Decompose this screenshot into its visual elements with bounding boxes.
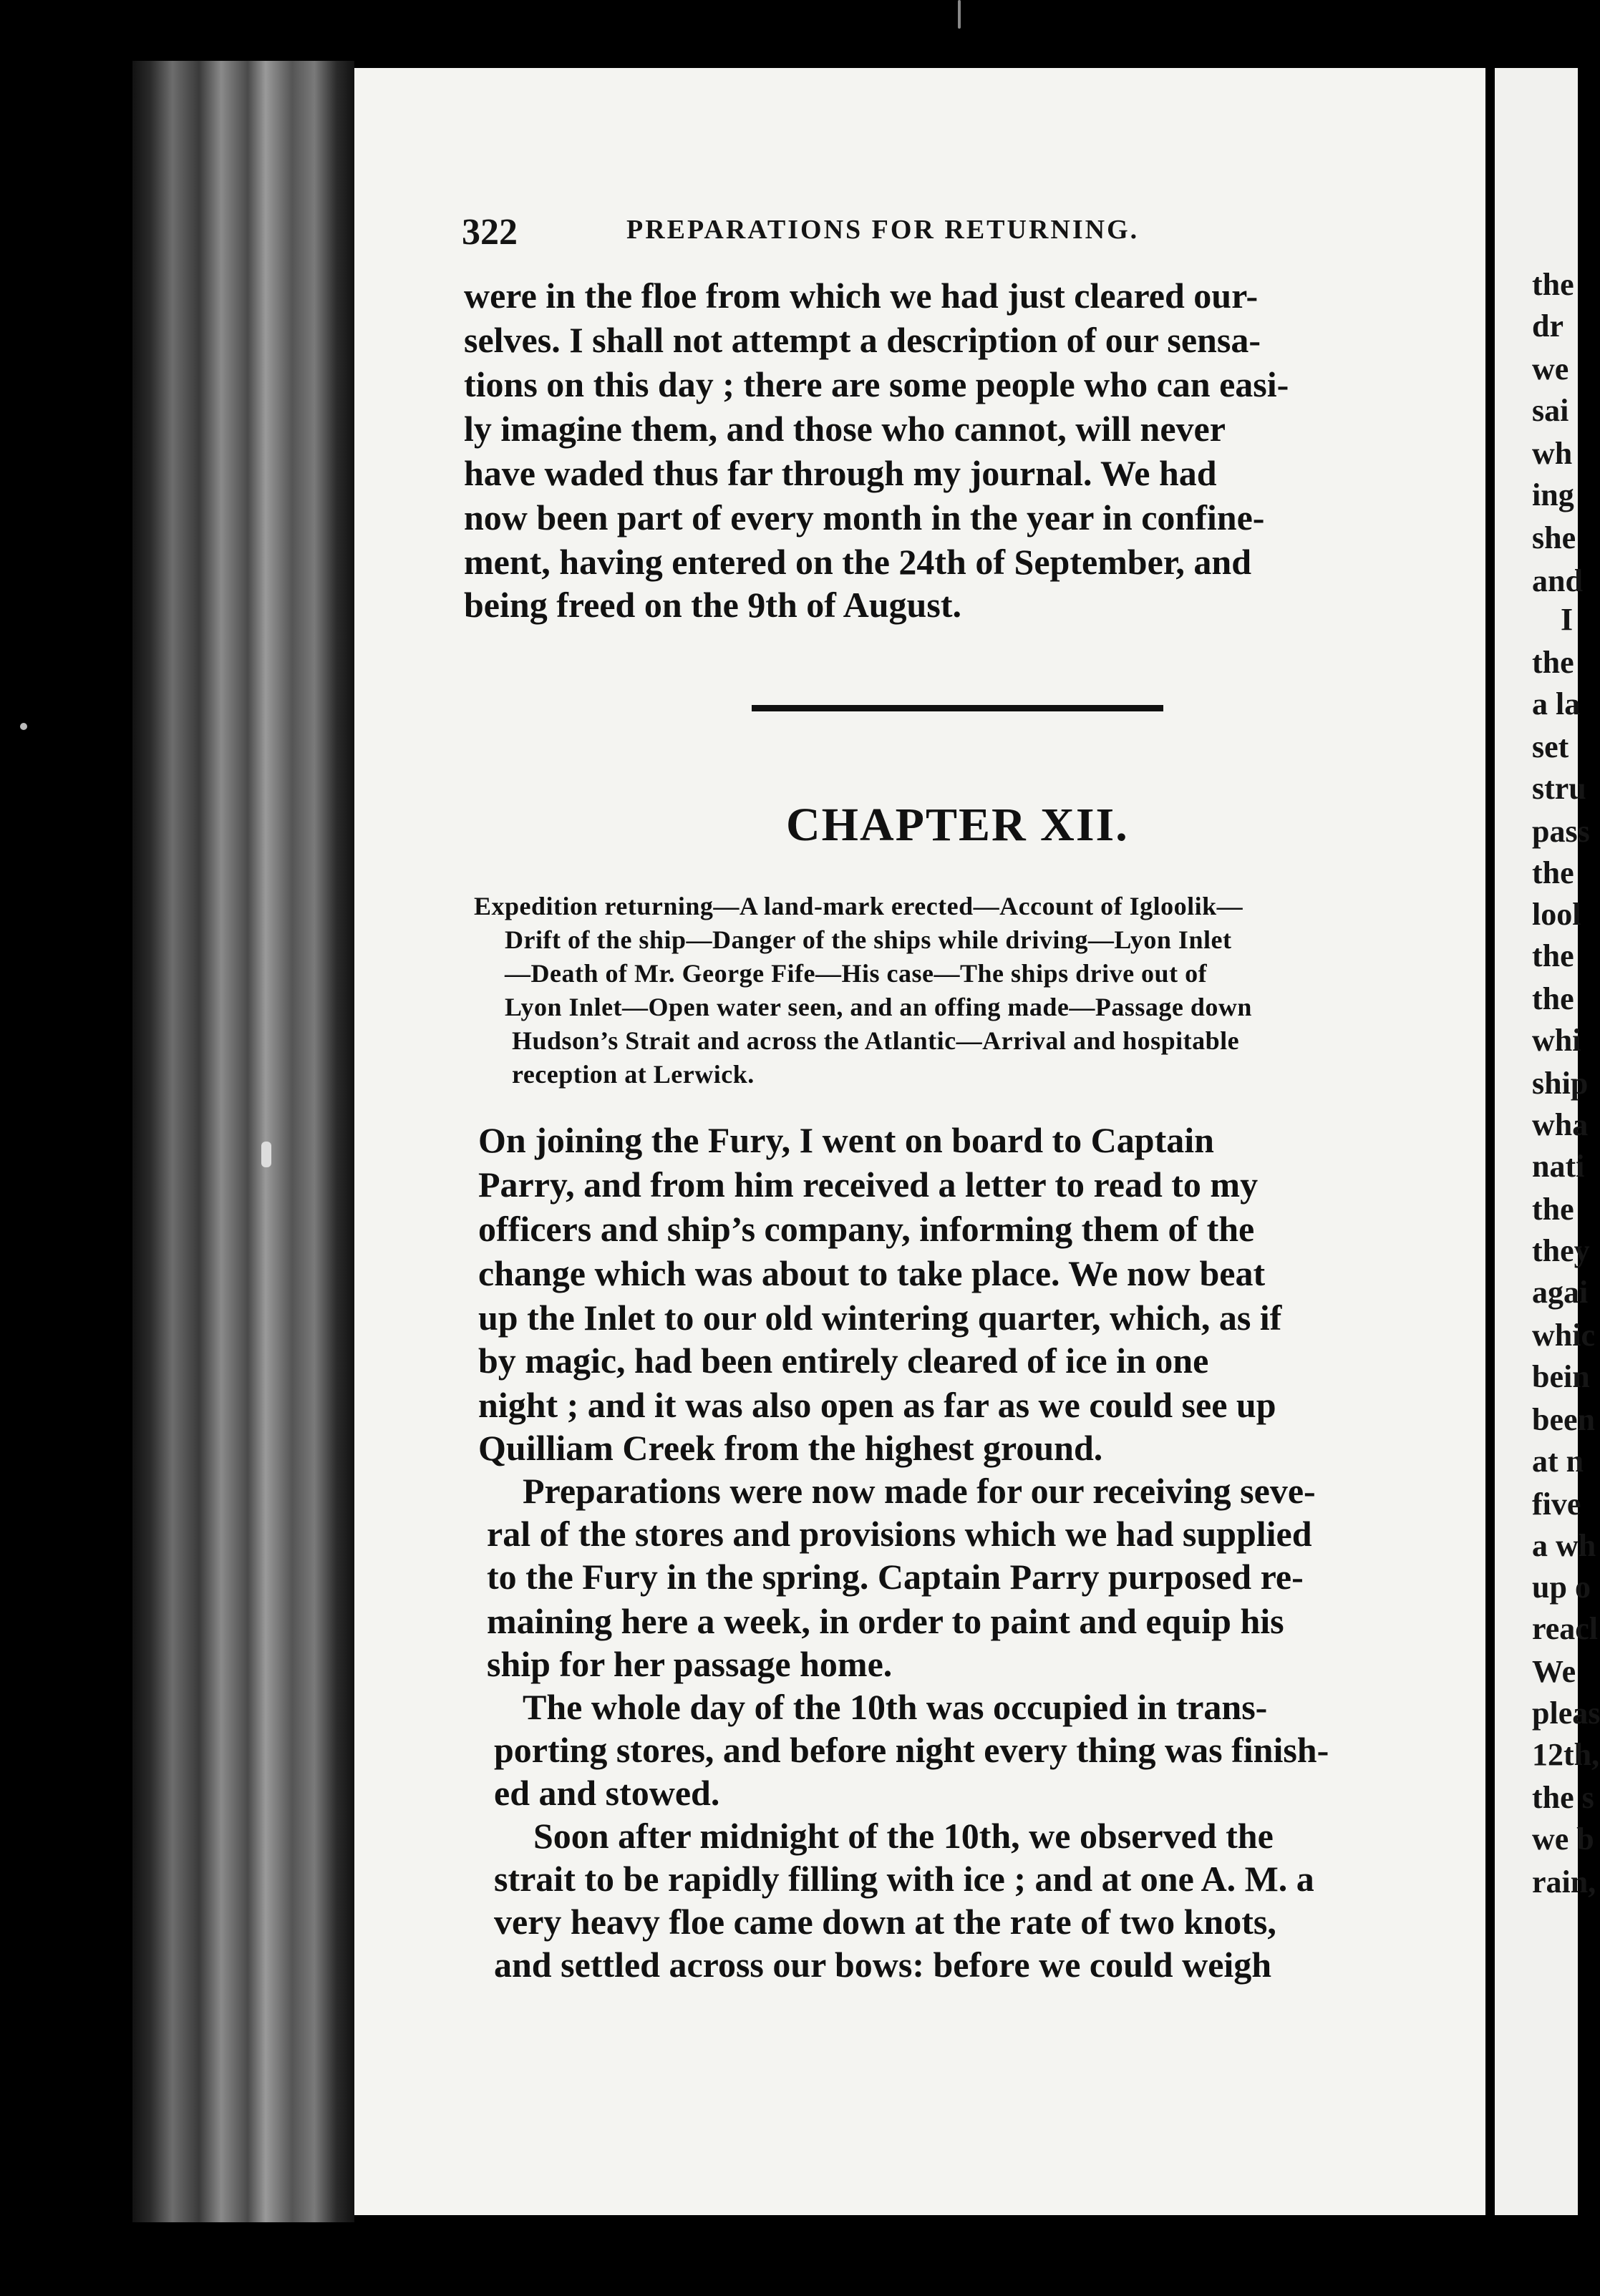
facing-fragment: ing (1532, 477, 1574, 512)
facing-fragment: we b (1532, 1821, 1594, 1857)
summary-line: —Death of Mr. George Fife—His case—The ships drive out of (505, 959, 1208, 988)
facing-fragment: the (1532, 267, 1574, 302)
facing-fragment: at n (1532, 1444, 1584, 1479)
facing-fragment: set (1532, 729, 1569, 764)
facing-fragment: she (1532, 520, 1576, 555)
text-line: night ; and it was also open as far as we could see up (478, 1385, 1276, 1425)
facing-fragment: the (1532, 645, 1574, 680)
facing-fragment: bein (1532, 1359, 1590, 1394)
text-line: and settled across our bows: before we could weigh (494, 1945, 1272, 1985)
facing-fragment: pleas (1532, 1696, 1600, 1731)
scan-speck (958, 0, 961, 29)
facing-fragment: the (1532, 1192, 1574, 1227)
facing-fragment: lool (1532, 897, 1581, 932)
text-line: were in the floe from which we had just cleared our- (464, 276, 1259, 316)
text-line: change which was about to take place. We now beat (478, 1253, 1266, 1293)
text-line: On joining the Fury, I went on board to Captain (478, 1120, 1214, 1160)
running-title: PREPARATIONS FOR RETURNING. (626, 215, 1140, 245)
facing-fragment: ship (1532, 1066, 1589, 1101)
facing-fragment: reacl (1532, 1611, 1599, 1646)
text-line: Preparations were now made for our receiving seve- (523, 1471, 1316, 1511)
facing-fragment: five (1532, 1487, 1581, 1522)
facing-fragment: I (1561, 602, 1574, 637)
facing-fragment: 12th, (1532, 1737, 1600, 1772)
summary-line: Drift of the ship—Danger of the ships while driving—Lyon Inlet (505, 925, 1232, 954)
text-line: ly imagine them, and those who cannot, will never (464, 409, 1226, 449)
text-line: strait to be rapidly filling with ice ; and at one A. M. a (494, 1859, 1314, 1899)
text-line: selves. I shall not attempt a description of our sensa- (464, 320, 1261, 360)
text-line: being freed on the 9th of August. (464, 585, 961, 625)
facing-fragment: wh (1532, 436, 1573, 471)
page-number: 322 (462, 212, 518, 253)
facing-fragment: the (1532, 855, 1574, 890)
facing-fragment: up o (1532, 1570, 1591, 1605)
facing-fragment: We (1532, 1654, 1576, 1689)
summary-line: Hudson’s Strait and across the Atlantic—Arrival and hospitable (512, 1026, 1240, 1055)
facing-fragment: pass (1532, 814, 1590, 849)
text-line: ed and stowed. (494, 1773, 720, 1813)
facing-fragment: the (1532, 981, 1574, 1016)
text-line: by magic, had been entirely cleared of ice in one (478, 1341, 1209, 1381)
facing-fragment: whi (1532, 1023, 1581, 1058)
text-line: up the Inlet to our old wintering quarter, which, as if (478, 1298, 1282, 1338)
facing-fragment: a wh (1532, 1528, 1596, 1563)
facing-fragment: sai (1532, 393, 1569, 428)
text-line: maining here a week, in order to paint and equip his (487, 1601, 1284, 1641)
facing-fragment: nati (1532, 1149, 1585, 1184)
text-line: Soon after midnight of the 10th, we observed the (533, 1816, 1274, 1856)
facing-fragment: they (1532, 1233, 1590, 1268)
text-line: now been part of every month in the year in confine- (464, 497, 1265, 537)
chapter-divider-rule (752, 705, 1163, 711)
text-line: to the Fury in the spring. Captain Parry purposed re- (487, 1557, 1304, 1597)
book-edge (132, 61, 354, 2222)
facing-fragment: stru (1532, 771, 1586, 806)
text-line: ment, having entered on the 24th of September, and (464, 542, 1252, 582)
summary-line: reception at Lerwick. (512, 1060, 755, 1089)
text-line: Quilliam Creek from the highest ground. (478, 1428, 1103, 1468)
text-line: ship for her passage home. (487, 1644, 893, 1684)
facing-fragment: the s (1532, 1780, 1594, 1815)
chapter-heading: CHAPTER XII. (786, 799, 1129, 851)
text-line: officers and ship’s company, informing them of the (478, 1209, 1255, 1249)
text-line: ral of the stores and provisions which we had supplied (487, 1514, 1312, 1554)
text-line: very heavy floe came down at the rate of two knots, (494, 1902, 1276, 1942)
text-line: Parry, and from him received a letter to read to my (478, 1164, 1259, 1205)
text-line: tions on this day ; there are some people who can easi- (464, 364, 1289, 404)
facing-fragment: whic (1532, 1318, 1595, 1353)
facing-fragment: we (1532, 351, 1569, 386)
text-line: have waded thus far through my journal. We had (464, 453, 1217, 493)
summary-line: Lyon Inlet—Open water seen, and an offing made—Passage down (505, 993, 1252, 1021)
facing-fragment: the (1532, 938, 1574, 973)
facing-fragment: been (1532, 1402, 1595, 1437)
summary-line: Expedition returning—A land-mark erected—Account of Igloolik— (474, 892, 1243, 920)
running-head (462, 211, 1457, 254)
facing-fragment: rain, (1532, 1864, 1596, 1899)
text-line: The whole day of the 10th was occupied in trans- (523, 1687, 1268, 1727)
facing-fragment: and (1532, 563, 1583, 598)
scan-speck (20, 723, 27, 730)
text-line: porting stores, and before night every thing was finish- (494, 1730, 1329, 1770)
facing-fragment: a la (1532, 686, 1581, 721)
facing-fragment: wha (1532, 1107, 1589, 1142)
facing-fragment: agai (1532, 1275, 1589, 1310)
scan-speck (261, 1142, 271, 1167)
facing-fragment: dr (1532, 308, 1563, 344)
